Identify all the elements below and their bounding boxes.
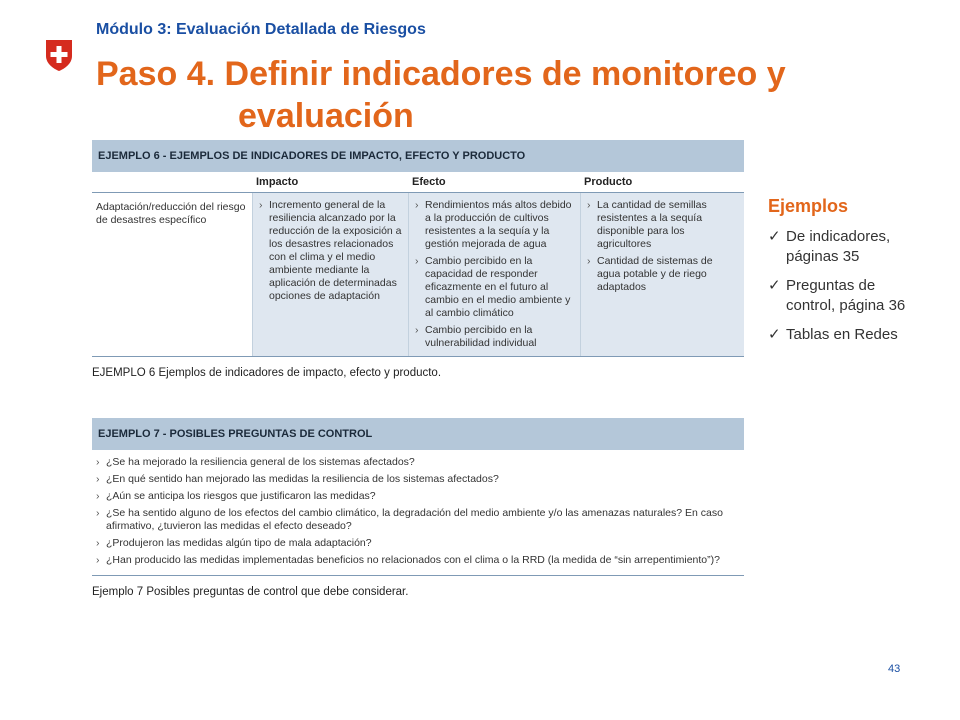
module-subtitle: Módulo 3: Evaluación Detallada de Riesgos [96, 21, 426, 38]
example-7-table [92, 418, 744, 598]
chevron-icon: › [415, 324, 419, 336]
example-7-caption: Ejemplo 7 Posibles preguntas de control que debe considerar. [92, 586, 409, 598]
list-item [96, 456, 740, 469]
list-item [768, 325, 918, 345]
list-item [96, 507, 740, 533]
example-item-text: Preguntas de control, página 36 [786, 277, 906, 314]
producto-cell [580, 193, 744, 356]
list-item [415, 324, 574, 350]
list-item [96, 554, 740, 567]
col-header-efecto: Efecto [412, 176, 446, 188]
col-header-empty [92, 172, 252, 192]
title-line-1: Paso 4. Definir indicadores de monitoreo y [96, 55, 786, 93]
page-number: 43 [888, 663, 901, 675]
question-text: ¿Han producido las medidas implementadas beneficios no relacionados con el clima o la RRD (la medida de “sin arrepentimiento”)? [106, 554, 720, 566]
examples-sidebar [768, 196, 918, 354]
efecto-text: Cambio percibido en la vulnerabilidad individual [425, 324, 537, 349]
checkmark-icon: ✓ [768, 277, 781, 294]
example-6-table [92, 140, 744, 379]
efecto-text: Rendimientos más altos debido a la producción de cultivos resistentes a la sequía y la gestión mejorada de agua [425, 199, 572, 250]
list-item [768, 276, 918, 316]
question-text: ¿Se ha mejorado la resiliencia general de los sistemas afectados? [106, 456, 415, 468]
chevron-icon: › [415, 199, 419, 211]
checkmark-icon: ✓ [768, 326, 781, 343]
checkmark-icon: ✓ [768, 228, 781, 245]
swiss-shield-logo [44, 38, 74, 72]
list-item [96, 473, 740, 486]
table-row [92, 193, 744, 357]
list-item [587, 199, 738, 251]
example-6-caption: EJEMPLO 6 Ejemplos de indicadores de impacto, efecto y producto. [92, 367, 442, 379]
chevron-icon: › [587, 199, 591, 211]
list-item [587, 255, 738, 294]
list-item [415, 255, 574, 320]
chevron-icon: › [96, 507, 100, 519]
impacto-cell [252, 193, 408, 356]
example-item-text: De indicadores, páginas 35 [786, 228, 891, 265]
question-list [92, 450, 744, 576]
list-item [768, 227, 918, 267]
chevron-icon: › [96, 490, 100, 502]
examples-heading: Ejemplos [768, 196, 849, 216]
row-label: Adaptación/reducción del riesgo de desastres específico [96, 201, 246, 226]
efecto-cell [408, 193, 580, 356]
list-item [415, 199, 574, 251]
example-6-band-title: EJEMPLO 6 - EJEMPLOS DE INDICADORES DE IMPACTO, EFECTO Y PRODUCTO [92, 140, 744, 172]
col-header-impacto: Impacto [256, 176, 299, 188]
example-6-header-row [92, 172, 744, 193]
chevron-icon: › [96, 456, 100, 468]
question-text: ¿Se ha sentido alguno de los efectos del cambio climático, la degradación del medio ambiente y/o las amenazas naturales? En caso afirmativo, ¿tuvieron las medidas el efecto deseado? [106, 507, 723, 532]
efecto-text: Cambio percibido en la capacidad de responder eficazmente en el futuro al cambio en el medio ambiente y al cambio climático [425, 255, 571, 319]
list-item [259, 199, 402, 303]
chevron-icon: › [259, 199, 263, 211]
producto-text: La cantidad de semillas resistentes a la sequía disponible para los agricultores [597, 199, 707, 250]
example-7-band-title: EJEMPLO 7 - POSIBLES PREGUNTAS DE CONTROL [92, 418, 744, 450]
title-line-2: evaluación [238, 97, 414, 135]
chevron-icon: › [96, 537, 100, 549]
chevron-icon: › [415, 255, 419, 267]
list-item [96, 537, 740, 550]
example-item-text: Tablas en Redes [786, 326, 898, 343]
list-item [96, 490, 740, 503]
chevron-icon: › [96, 554, 100, 566]
chevron-icon: › [96, 473, 100, 485]
question-text: ¿Aún se anticipa los riesgos que justificaron las medidas? [106, 490, 376, 502]
impacto-text: Incremento general de la resiliencia alcanzado por la reducción de la exposición a los desastres relacionados con el clima y el medio ambiente mediante la aplicación de determinadas opciones de adaptación [269, 199, 402, 302]
page-title [96, 53, 896, 137]
chevron-icon: › [587, 255, 591, 267]
producto-text: Cantidad de sistemas de agua potable y de riego adaptados [597, 255, 713, 293]
col-header-producto: Producto [584, 176, 633, 188]
question-text: ¿Produjeron las medidas algún tipo de mala adaptación? [106, 537, 372, 549]
question-text: ¿En qué sentido han mejorado las medidas la resiliencia de los sistemas afectados? [106, 473, 499, 485]
